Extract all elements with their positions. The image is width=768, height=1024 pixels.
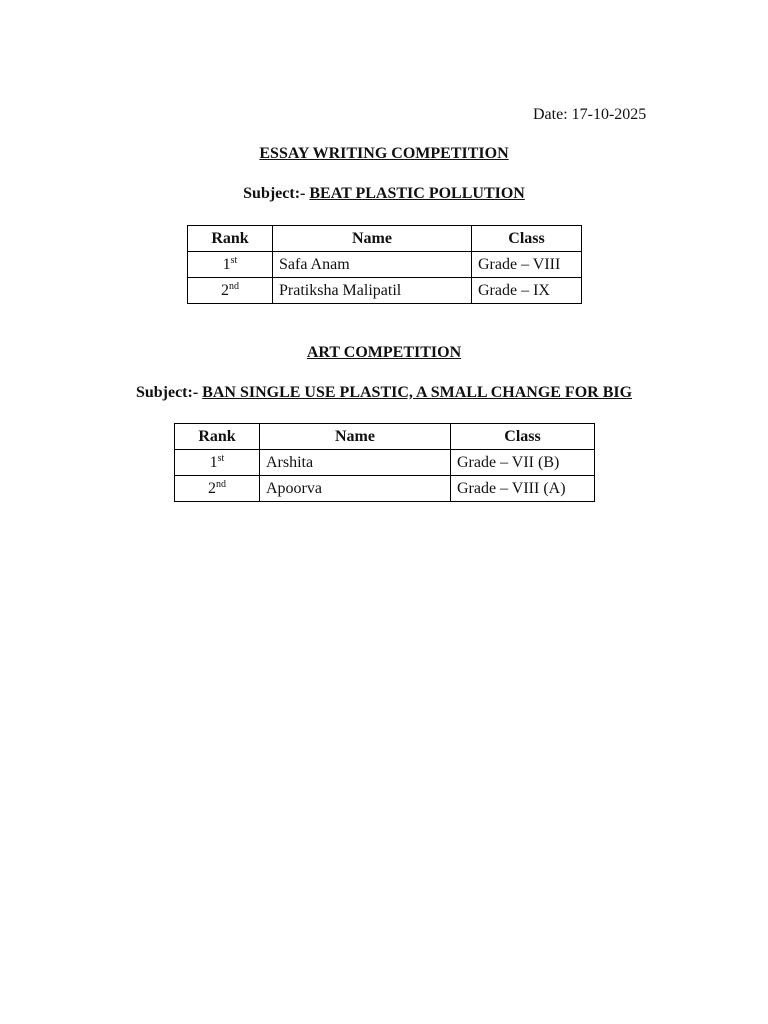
name-cell: Safa Anam: [273, 252, 472, 278]
rank-suffix: nd: [216, 478, 226, 490]
class-header: Class: [451, 424, 595, 450]
name-header: Name: [273, 226, 472, 252]
table-row: [175, 450, 595, 476]
rank-header: Rank: [188, 226, 273, 252]
rank-number: 1: [222, 255, 231, 273]
essay-subject-label: Subject:-: [243, 185, 310, 202]
class-cell: Grade – VII (B): [451, 450, 595, 476]
table-row: [175, 476, 595, 502]
rank-suffix: st: [230, 254, 238, 266]
rank-cell: [175, 476, 260, 502]
art-subject-label: Subject:-: [135, 384, 203, 401]
rank-header: Rank: [175, 424, 260, 450]
name-cell: Pratiksha Malipatil: [273, 278, 472, 304]
table-header-row: [188, 226, 582, 252]
class-cell: Grade – VIII: [472, 252, 582, 278]
art-subject: [0, 384, 768, 402]
rank-number: 1: [209, 453, 218, 471]
table-row: [188, 252, 582, 278]
rank-cell: [175, 450, 260, 476]
essay-competition-title: ESSAY WRITING COMPETITION: [259, 145, 509, 162]
rank-number: 2: [221, 281, 229, 299]
name-cell: Arshita: [260, 450, 451, 476]
art-competition-title: ART COMPETITION: [306, 344, 462, 361]
rank-suffix: nd: [229, 280, 239, 292]
table-header-row: [175, 424, 595, 450]
rank-cell: [188, 252, 273, 278]
rank-number: 2: [208, 479, 216, 497]
document-date: Date: 17-10-2025: [533, 106, 647, 123]
essay-subject: [0, 185, 768, 203]
essay-results-table: [187, 225, 582, 304]
art-results-table: [174, 423, 595, 502]
table-row: [188, 278, 582, 304]
class-cell: Grade – VIII (A): [451, 476, 595, 502]
class-header: Class: [472, 226, 582, 252]
essay-subject-value: BEAT PLASTIC POLLUTION: [309, 185, 525, 202]
rank-cell: [188, 278, 273, 304]
name-cell: Apoorva: [260, 476, 451, 502]
art-subject-value: BAN SINGLE USE PLASTIC, A SMALL CHANGE FOR BIG: [202, 384, 633, 401]
rank-suffix: st: [217, 452, 225, 464]
class-cell: Grade – IX: [472, 278, 582, 304]
name-header: Name: [260, 424, 451, 450]
